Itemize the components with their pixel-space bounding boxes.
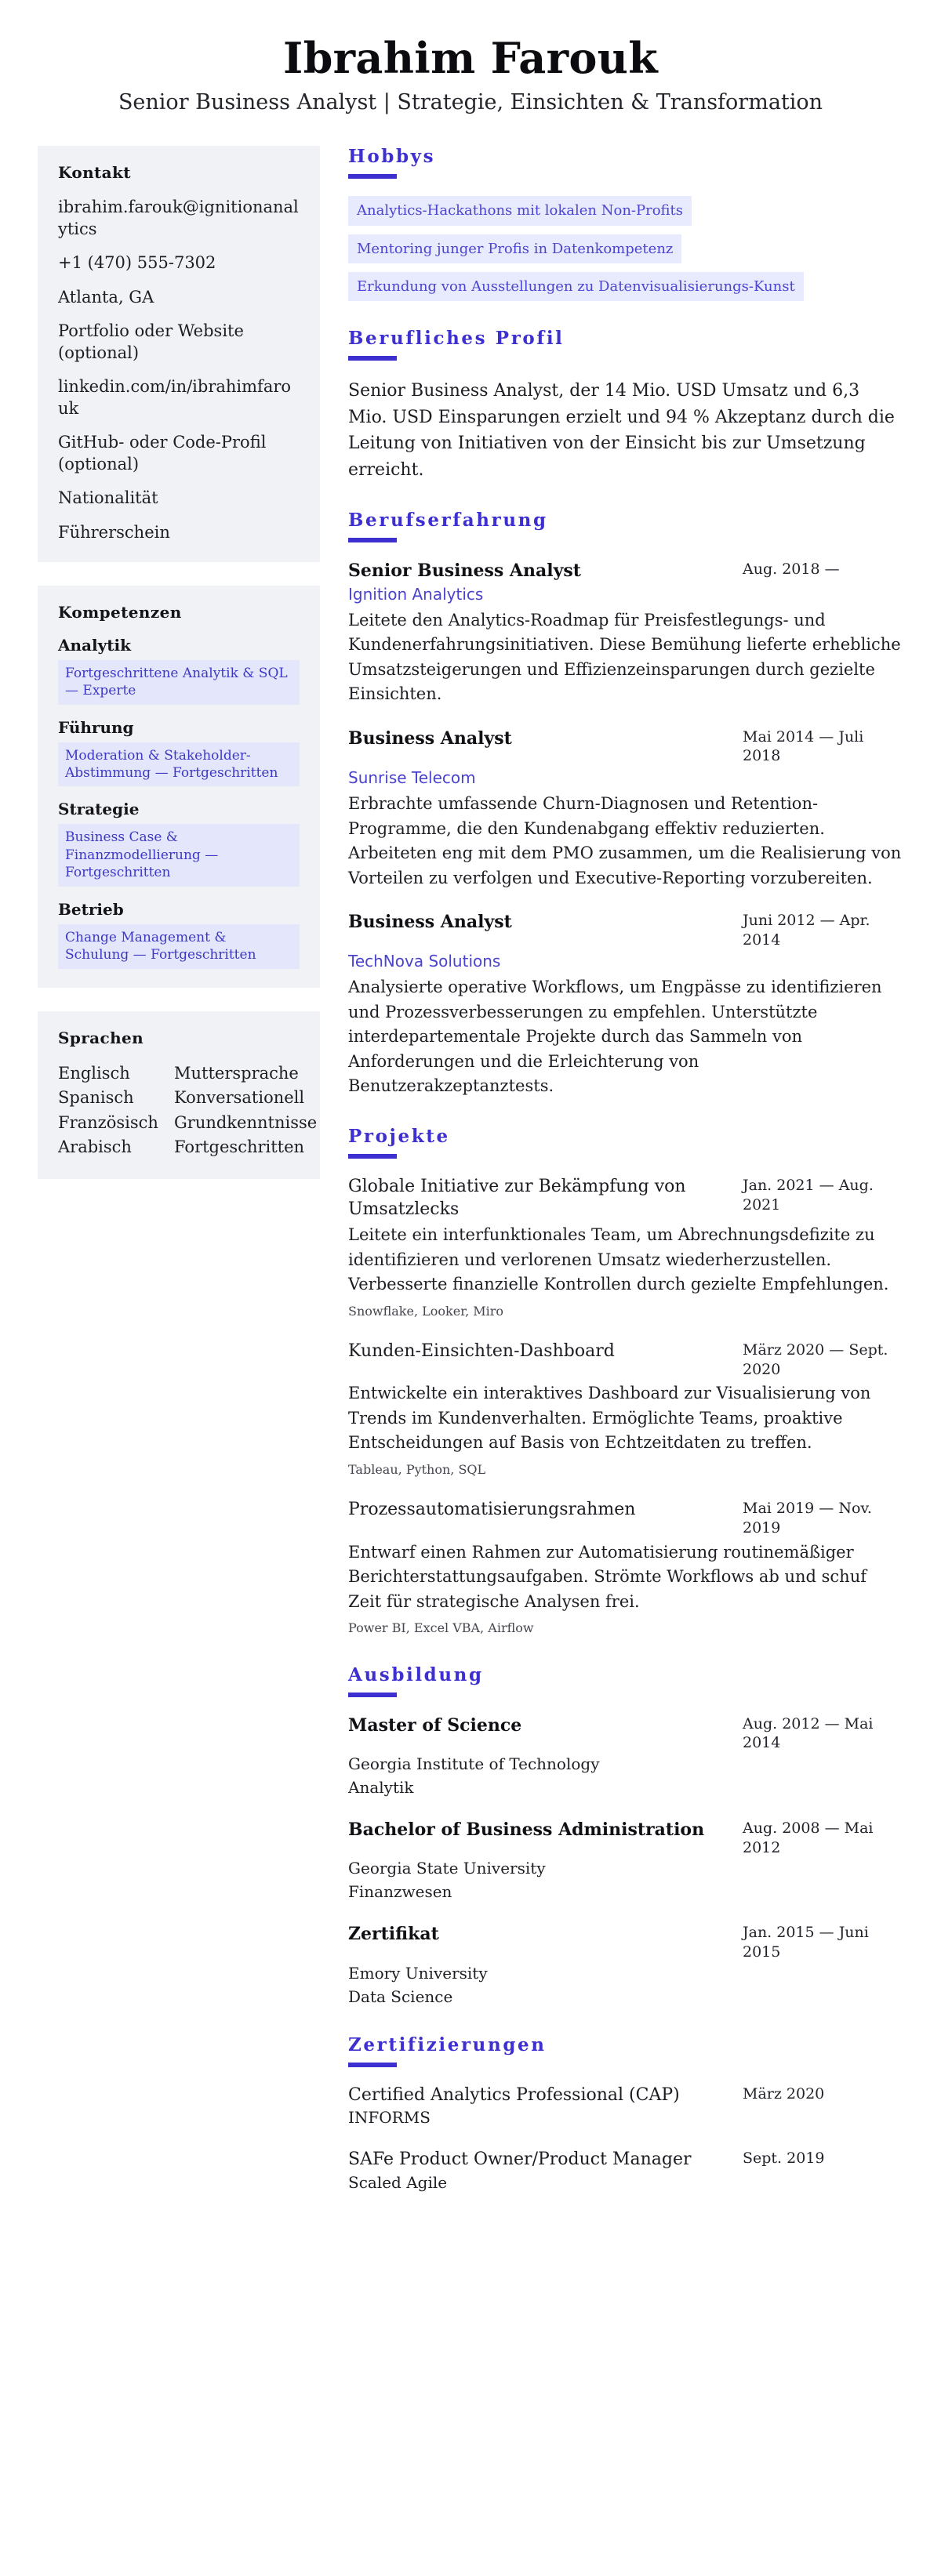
section-heading-projects: Projekte	[348, 1125, 450, 1147]
skill-group-fuehrung	[58, 718, 300, 787]
project-title: Kunden-Einsichten-Dashboard	[348, 1341, 615, 1362]
language-level: Konversationell	[174, 1088, 305, 1108]
experience-entry-head	[348, 727, 903, 766]
skill-group-label: Strategie	[58, 800, 140, 819]
skill-group-label: Führung	[58, 717, 134, 737]
certification-date: März 2020	[743, 2084, 825, 2103]
job-company: TechNova Solutions	[348, 952, 501, 971]
contact-nationality: Nationalität	[58, 488, 158, 508]
skill-group-label: Analytik	[58, 635, 131, 655]
languages-card	[38, 1011, 320, 1179]
language-row	[58, 1061, 300, 1087]
skill-tag: Change Management & Schulung — Fortgeschritten	[58, 924, 300, 969]
section-heading-experience: Berufserfahrung	[348, 510, 548, 532]
language-row	[58, 1086, 305, 1111]
degree-dates: Aug. 2008 — Mai 2012	[743, 1819, 874, 1856]
project-entry	[348, 1499, 903, 1637]
school-name: Georgia State University	[348, 1859, 546, 1878]
certification-entry-head	[348, 2084, 903, 2107]
skills-card	[38, 586, 320, 988]
project-description: Leitete ein interfunktionales Team, um Abrechnungsdefizite zu identifizieren und verlorenen Umsatz wiederherzustellen. Verbesserte finanzielle Kontrollen durch gezielte Empfehlungen.	[348, 1225, 889, 1294]
degree-dates: Jan. 2015 — Juni 2015	[743, 1924, 869, 1961]
section-profile	[348, 328, 903, 483]
project-description: Entwickelte ein interaktives Dashboard zur Visualisierung von Trends im Kundenverhalten. Ermöglichte Teams, proaktive Entscheidungen auf Basis von Echtzeitdaten zu treffen.	[348, 1384, 871, 1453]
section-experience	[348, 510, 903, 1099]
project-stack: Power BI, Excel VBA, Airflow	[348, 1620, 534, 1636]
certification-name: SAFe Product Owner/Product Manager	[348, 2150, 692, 2170]
project-description: Entwarf einen Rahmen zur Automatisierung routinemäßiger Berichterstattungsaufgaben. Strömte Workflows ab und schuf Zeit für strategische Analysen frei.	[348, 1542, 867, 1611]
section-rule	[348, 538, 397, 542]
degree-title: Master of Science	[348, 1714, 522, 1736]
section-heading-profile: Berufliches Profil	[348, 328, 565, 350]
certification-date: Sept. 2019	[743, 2150, 825, 2168]
job-company: Ignition Analytics	[348, 584, 484, 604]
language-name: Arabisch	[58, 1137, 132, 1157]
sidebar-column	[38, 146, 320, 1202]
project-dates: Jan. 2021 — Aug. 2021	[743, 1176, 874, 1214]
skill-group-analytik	[58, 636, 300, 705]
contact-driving-license: Führerschein	[58, 522, 170, 542]
language-row	[58, 1111, 318, 1136]
language-name: Französisch	[58, 1112, 158, 1132]
education-entry	[348, 1714, 903, 1798]
project-entry-head	[348, 1176, 903, 1221]
experience-entry-head	[348, 911, 903, 949]
degree-title: Bachelor of Business Administration	[348, 1819, 705, 1840]
job-description: Erbrachte umfassende Churn-Diagnosen und Retention-Programme, die den Kundenabgang effektiv reduzierten. Arbeiteten eng mit dem PMO zusammen, um die Realisierung von Vorteilen zu verfolgen und Executive-Reporting vorzubereiten.	[348, 794, 902, 887]
section-rule	[348, 2063, 397, 2067]
job-dates: Mai 2014 — Juli 2018	[743, 727, 864, 765]
education-entry	[348, 1819, 903, 1903]
certification-issuer: INFORMS	[348, 2108, 431, 2128]
skills-heading: Kompetenzen	[58, 602, 182, 622]
project-title: Globale Initiative zur Bekämpfung von Umsatzlecks	[348, 1176, 686, 1219]
certification-entry-head	[348, 2149, 903, 2171]
section-education	[348, 1664, 903, 2008]
languages-heading: Sprachen	[58, 1028, 144, 1047]
experience-entry-head	[348, 560, 903, 582]
job-description: Analysierte operative Workflows, um Engpässe zu identifizieren und Prozessverbesserungen zu empfehlen. Unterstützte interdepartementale Projekte durch das Sammeln von Anforderungen und die Erleichterung von Benutzerakzeptanztests.	[348, 978, 882, 1096]
certification-entry	[348, 2084, 903, 2129]
job-title: Business Analyst	[348, 727, 512, 749]
contact-phone[interactable]: +1 (470) 555-7302	[58, 253, 216, 273]
experience-entry	[348, 911, 903, 1099]
language-name: Spanisch	[58, 1088, 134, 1108]
education-entry-head	[348, 1819, 903, 1857]
language-name: Englisch	[58, 1063, 130, 1083]
skill-tag: Fortgeschrittene Analytik & SQL — Experte	[58, 660, 300, 705]
job-title: Senior Business Analyst	[348, 561, 581, 582]
section-certifications	[348, 2034, 903, 2193]
section-hobbies	[348, 146, 903, 301]
project-dates: Mai 2019 — Nov. 2019	[743, 1500, 872, 1537]
project-dates: März 2020 — Sept. 2020	[743, 1341, 888, 1378]
job-title: Business Analyst	[348, 912, 512, 933]
language-row	[58, 1135, 305, 1160]
section-projects	[348, 1126, 903, 1638]
contact-github[interactable]: GitHub- oder Code-Profil (optional)	[58, 433, 267, 474]
project-entry-head	[348, 1499, 903, 1537]
resume-header	[38, 34, 903, 116]
hobby-tag: Erkundung von Ausstellungen zu Datenvisualisierungs-Kunst	[348, 272, 804, 301]
candidate-headline: Senior Business Analyst | Strategie, Einsichten & Transformation	[118, 90, 823, 115]
job-dates: Aug. 2018 —	[743, 561, 840, 579]
contact-portfolio[interactable]: Portfolio oder Website (optional)	[58, 321, 244, 362]
job-dates: Juni 2012 — Apr. 2014	[743, 912, 870, 949]
contact-card	[38, 146, 320, 562]
education-entry-head	[348, 1714, 903, 1753]
section-heading-certifications: Zertifizierungen	[348, 2034, 547, 2055]
field-of-study: Analytik	[348, 1777, 414, 1797]
section-heading-education: Ausbildung	[348, 1664, 484, 1685]
contact-linkedin[interactable]: linkedin.com/in/ibrahimfarouk	[58, 376, 292, 419]
main-column	[348, 146, 903, 2220]
skill-group-strategie	[58, 800, 300, 886]
education-entry	[348, 1923, 903, 2007]
section-rule	[348, 356, 397, 361]
field-of-study: Finanzwesen	[348, 1882, 452, 1902]
section-rule	[348, 1154, 397, 1159]
job-company: Sunrise Telecom	[348, 768, 476, 788]
degree-dates: Aug. 2012 — Mai 2014	[743, 1714, 874, 1752]
experience-entry	[348, 560, 903, 707]
project-entry-head	[348, 1341, 903, 1379]
contact-heading: Kontakt	[58, 163, 131, 183]
skill-group-label: Betrieb	[58, 899, 124, 919]
skill-tag: Moderation & Stakeholder-Abstimmung — Fortgeschritten	[58, 742, 300, 787]
certification-name: Certified Analytics Professional (CAP)	[348, 2084, 680, 2105]
certification-entry	[348, 2149, 903, 2193]
school-name: Georgia Institute of Technology	[348, 1754, 600, 1773]
degree-title: Zertifikat	[348, 1924, 439, 1945]
job-description: Leitete den Analytics-Roadmap für Preisfestlegungs- und Kundenerfahrungsinitiativen. Diese Bemühung lieferte erhebliche Umsatzsteigerungen und Effizienzeinsparungen durch gezielte Einsichten.	[348, 610, 901, 704]
project-title: Prozessautomatisierungsrahmen	[348, 1500, 636, 1520]
skill-tag: Business Case & Finanzmodellierung — Fortgeschritten	[58, 824, 300, 886]
contact-email[interactable]: ibrahim.farouk@ignitionanalytics	[58, 198, 299, 239]
language-level: Grundkenntnisse	[174, 1112, 318, 1132]
hobby-tag: Mentoring junger Profis in Datenkompetenz	[348, 234, 681, 263]
contact-location: Atlanta, GA	[58, 287, 154, 307]
resume-columns	[38, 146, 903, 2220]
education-entry-head	[348, 1923, 903, 1961]
school-name: Emory University	[348, 1963, 488, 1983]
project-entry	[348, 1176, 903, 1320]
section-rule	[348, 1693, 397, 1697]
language-level: Fortgeschritten	[174, 1137, 305, 1157]
field-of-study: Data Science	[348, 1986, 453, 2006]
project-stack: Tableau, Python, SQL	[348, 1461, 486, 1477]
project-stack: Snowflake, Looker, Miro	[348, 1303, 504, 1319]
skill-group-betrieb	[58, 900, 300, 969]
hobby-tag: Analytics-Hackathons mit lokalen Non-Profits	[348, 196, 692, 225]
language-level: Muttersprache	[174, 1063, 299, 1083]
candidate-name: Ibrahim Farouk	[283, 33, 658, 83]
section-rule	[348, 174, 397, 179]
section-heading-hobbies: Hobbys	[348, 146, 436, 168]
project-entry	[348, 1341, 903, 1478]
experience-entry	[348, 727, 903, 891]
profile-summary: Senior Business Analyst, der 14 Mio. USD Umsatz und 6,3 Mio. USD Einsparungen erzielt und 94 % Akzeptanz durch die Leitung von Initiativen von der Einsicht bis zur Umsetzung erreicht.	[348, 381, 895, 480]
certification-issuer: Scaled Agile	[348, 2172, 448, 2192]
